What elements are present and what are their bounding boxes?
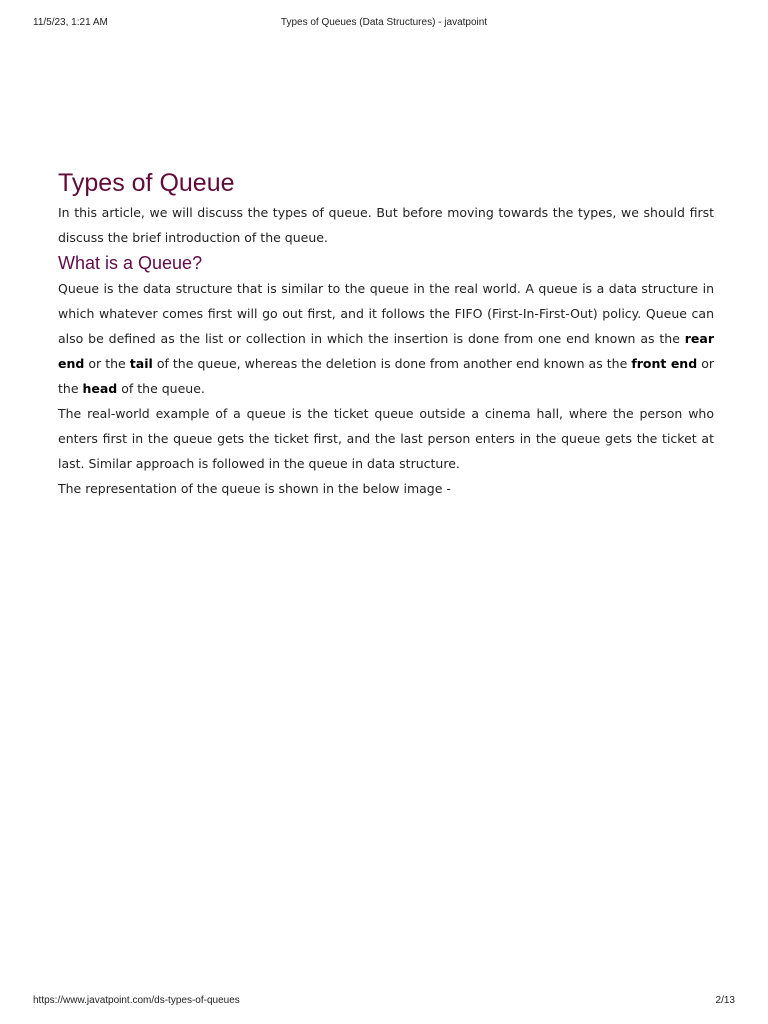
definition-text: of the queue.: [117, 381, 205, 396]
definition-text: of the queue, whereas the deletion is done from another end known as the: [152, 356, 632, 371]
term-tail: tail: [129, 356, 153, 371]
print-header: [33, 17, 735, 31]
print-page-number: 2/13: [715, 995, 735, 1006]
definition-paragraph: [58, 276, 714, 401]
term-head: head: [82, 381, 118, 396]
print-page-title: Types of Queues (Data Structures) - javatpoint: [280, 17, 488, 28]
definition-text: or the: [84, 356, 130, 371]
term-rear-end: rear end: [58, 331, 714, 371]
definition-text: Queue is the data structure that is similar to the queue in the real world. A queue is a data structure in which whatever comes first will go out first, and it follows the FIFO (First-In-First-Out) policy. Queue can also be defined as the list or collection in which the insertion is done from one end known as the: [58, 281, 714, 346]
intro-paragraph: In this article, we will discuss the types of queue. But before moving towards the types, we should first discuss the brief introduction of the queue.: [58, 205, 714, 245]
print-url: https://www.javatpoint.com/ds-types-of-queues: [33, 995, 240, 1006]
print-datetime: 11/5/23, 1:21 AM: [33, 17, 108, 28]
print-footer: [33, 995, 735, 1009]
article-content: [58, 166, 714, 501]
term-front-end: front end: [631, 356, 698, 371]
representation-paragraph: The representation of the queue is shown in the below image -: [58, 481, 451, 496]
article-title: Types of Queue: [58, 169, 235, 197]
section-heading: What is a Queue?: [58, 253, 203, 273]
example-paragraph: The real-world example of a queue is the ticket queue outside a cinema hall, where the person who enters first in the queue gets the ticket first, and the last person enters in the queue gets the ticket at last. Similar approach is followed in the queue in data structure.: [58, 406, 714, 471]
definition-text: or the: [58, 356, 714, 396]
